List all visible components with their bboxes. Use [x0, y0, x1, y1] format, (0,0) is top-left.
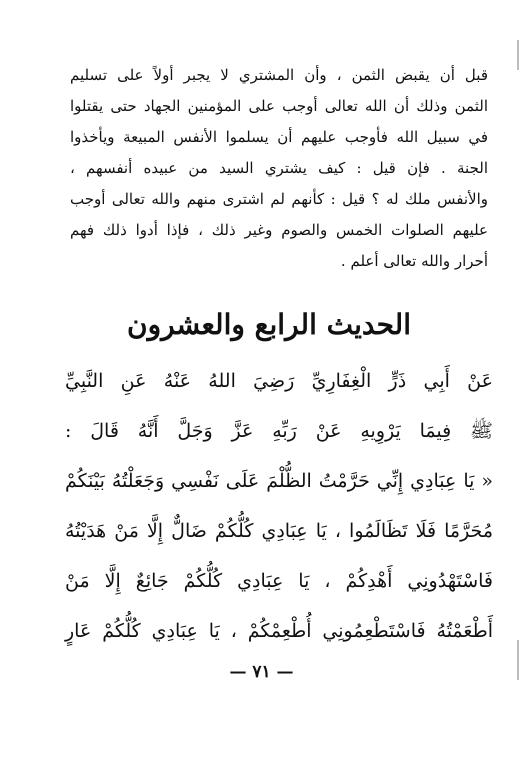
commentary-line: في سبيل الله فأوجب عليهم أن يسلموا الأنفس المبيعة ويأخذوا [70, 128, 488, 146]
commentary-line: الجنة . فإن قيل : كيف يشتري السيد من عبيده أنفسهم ، [70, 159, 488, 177]
commentary-line: أحرار والله تعالى أعلم . [340, 252, 488, 270]
commentary-paragraph [70, 60, 488, 277]
scan-edge-mark [517, 640, 519, 680]
hadith-line: فَاسْتَهْدُونِي أَهْدِكُمْ ، يَا عِبَادِي كُلُّكُمْ جَائِعٌ إِلَّا مَنْ [65, 570, 493, 592]
hadith-text [65, 356, 493, 656]
hadith-line: « يَا عِبَادِي إِنِّي حَرَّمْتُ الظُّلْمَ عَلَى نَفْسِي وَجَعَلْتُهُ بَيْنَكُمْ [65, 470, 493, 492]
hadith-line: عَنْ أَبِي ذَرٍّ الْغِفَارِيِّ رَضِيَ اللهُ عَنْهُ عَنِ النَّبِيِّ [65, 370, 493, 392]
commentary-line: قبل أن يقبض الثمن ، وأن المشتري لا يجبر أولاً على تسليم [70, 66, 488, 84]
commentary-line: عليهم الصلوات الخمس والصوم وغير ذلك ، فإذا أدوا ذلك فهم [70, 221, 488, 239]
scan-edge-mark [517, 40, 519, 70]
commentary-line: والأنفس ملك له ؟ قيل : كأنهم لم اشترى منهم والله تعالى أوجب [70, 190, 488, 208]
hadith-line: ﷺ فِيمَا يَرْوِيهِ عَنْ رَبِّهِ عَزَّ وَجَلَّ أَنَّهُ قَالَ : [65, 420, 493, 442]
commentary-line: الثمن وذلك أن الله تعالى أوجب على المؤمنين الجهاد حتى يقتلوا [70, 97, 488, 115]
hadith-heading: الحديث الرابع والعشرون [127, 308, 411, 341]
hadith-line: أَطْعَمْتُهُ فَاسْتَطْعِمُونِي أُطْعِمْكُمْ ، يَا عِبَادِي كُلُّكُمْ عَارٍ [65, 620, 493, 642]
hadith-line: مُحَرَّمًا فَلَا تَظَالَمُوا ، يَا عِبَادِي كُلُّكُمْ ضَالٌّ إِلَّا مَنْ هَدَيْتُهُ [65, 520, 493, 542]
page-number: — ٧١ — [229, 662, 294, 682]
